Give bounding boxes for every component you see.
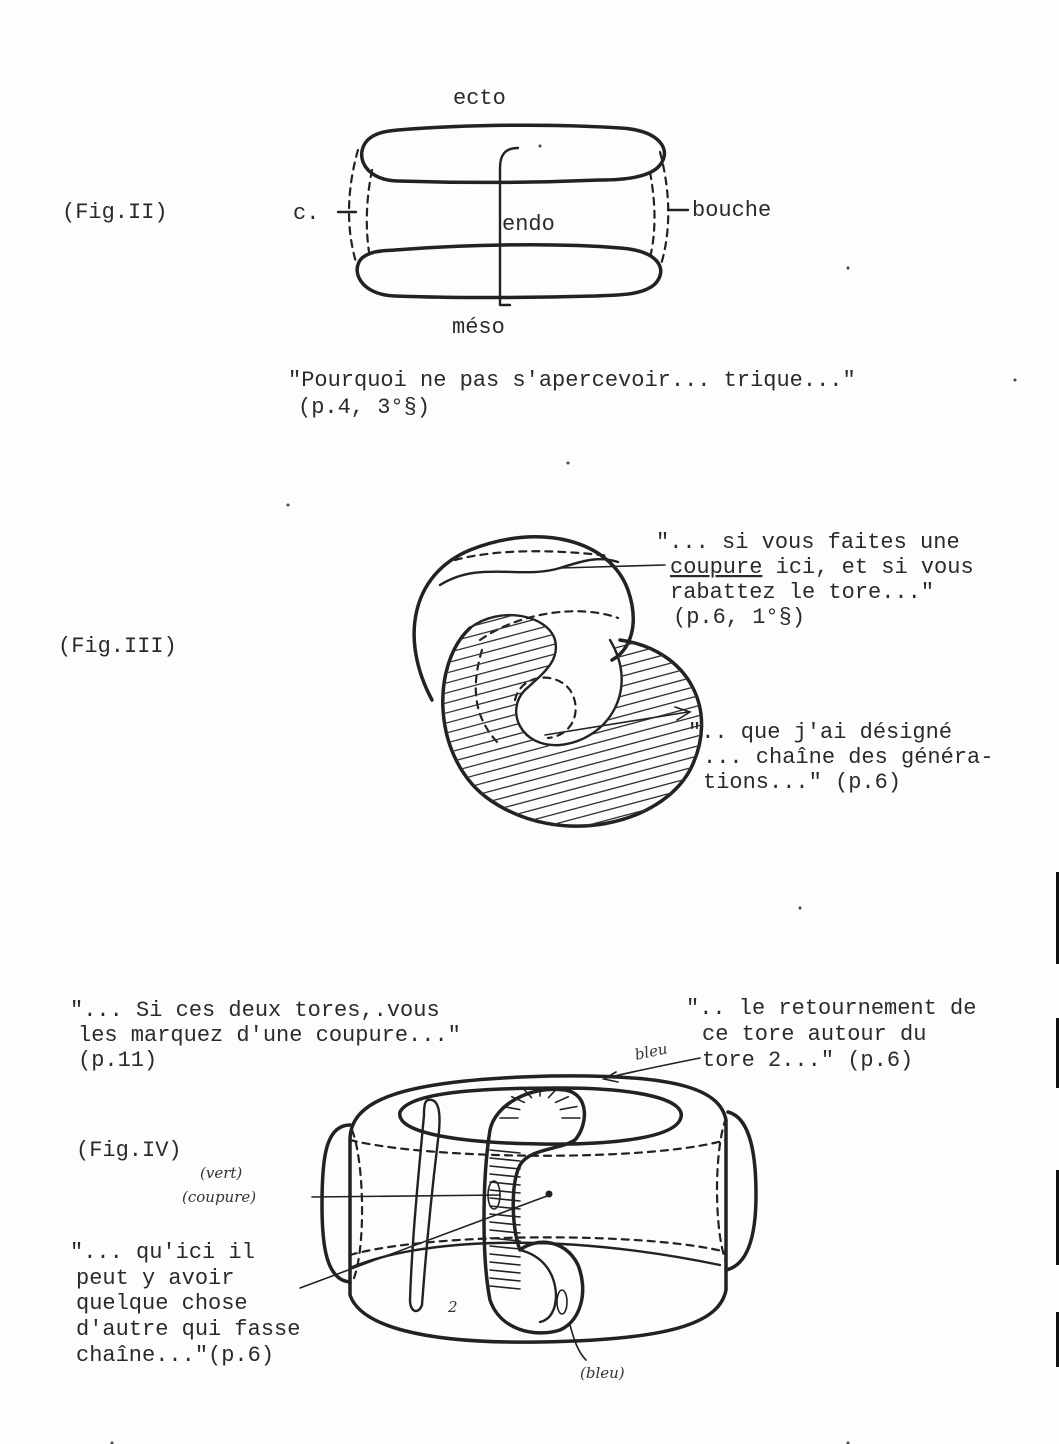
fig3-quote1-coupure: coupure: [670, 555, 763, 580]
fig3-quote2-line2: ... chaîne des généra-: [703, 745, 994, 770]
fig3-dashed-inner-circle: [515, 678, 576, 738]
fig3-diagram: [58, 530, 993, 890]
fig3-lower-torus: [443, 628, 702, 826]
fig2-quote-line2: (p.4, 3°§): [298, 395, 431, 420]
fig3-quote1-line4: (p.6, 1°§): [673, 605, 806, 630]
fig4-second-torus-rings: [490, 1088, 580, 1289]
fig4-label: (Fig.IV): [76, 1138, 182, 1163]
fig4-second-torus-inner: [520, 1250, 556, 1322]
fig4-bottom-left-line4: d'autre qui fasse: [76, 1317, 301, 1342]
fig4-top-left-line2: les marquez d'une coupure...": [78, 1023, 461, 1048]
fig3-quote1-line1: "... si vous faites une: [656, 530, 960, 555]
fig3-cut-dashed: [455, 551, 610, 560]
fig4-hand-bleu-top: bleu: [633, 1039, 670, 1064]
fig4-left-cap: [322, 1125, 350, 1282]
fig3-quote2-line3: tions..." (p.6): [703, 770, 902, 795]
fig4-top-left-line1: "... Si ces deux tores,.vous: [70, 998, 440, 1023]
fig4-bottom-left-line2: peut y avoir: [76, 1266, 235, 1291]
fig4-hand-bleu-bottom: (bleu): [580, 1364, 625, 1382]
fig3-quote2-line1: ".. que j'ai désigné: [688, 720, 953, 745]
fig3-quote1-line3: rabattez le tore...": [670, 580, 935, 605]
fig4-small-ring-bottom: [557, 1290, 567, 1314]
fig2-c-label: c.: [293, 201, 320, 226]
fig2-bouche-label: bouche: [692, 198, 772, 223]
fig2-meso-tube: [357, 245, 661, 298]
fig4-top-left-line3: (p.11): [78, 1048, 158, 1073]
fig4-bottom-left-line5: chaîne..."(p.6): [76, 1343, 275, 1368]
fig4-hand-vert: (vert): [200, 1164, 243, 1182]
fig2-ecto-label: ecto: [453, 86, 506, 111]
fig4-right-cap: [726, 1112, 756, 1270]
fig4-bottom-left-line1: "... qu'ici il: [70, 1240, 255, 1265]
fig3-pointer-lower: [545, 707, 690, 735]
fig4-top-right-line1: ".. le retournement de: [686, 996, 977, 1021]
fig2-endo-label: endo: [502, 212, 555, 237]
fig2-left-dashed-end: [349, 150, 372, 262]
fig2-label: (Fig.II): [62, 200, 168, 225]
fig4-hand-number-2: 2: [448, 1298, 458, 1316]
fig4-top-right-line3: tore 2..." (p.6): [702, 1048, 914, 1073]
fig2-ecto-tube: [362, 125, 665, 182]
fig4-top-right-line2: ce tore autour du: [702, 1022, 927, 1047]
fig4-outer-torus: [350, 1076, 726, 1342]
fig3-label: (Fig.III): [58, 634, 177, 659]
fig4-bottom-left-line3: quelque chose: [76, 1291, 248, 1316]
fig4-pointer-coupure: [312, 1195, 500, 1197]
fig2-diagram: [62, 86, 856, 420]
fig2-quote-line1: "Pourquoi ne pas s'apercevoir... trique...": [288, 368, 856, 393]
fig4-hand-coupure: (coupure): [182, 1188, 257, 1206]
fig3-quote1-line2-rest: ici, et si vous: [762, 555, 974, 580]
fig4-left-cap-dashed: [352, 1130, 362, 1278]
fig4-second-torus: [484, 1089, 584, 1333]
fig2-meso-label: méso: [452, 315, 505, 340]
fig3-cut-line: [440, 559, 618, 585]
fig4-diagram: [70, 996, 976, 1382]
fig3-quote1-line2: [670, 555, 974, 580]
